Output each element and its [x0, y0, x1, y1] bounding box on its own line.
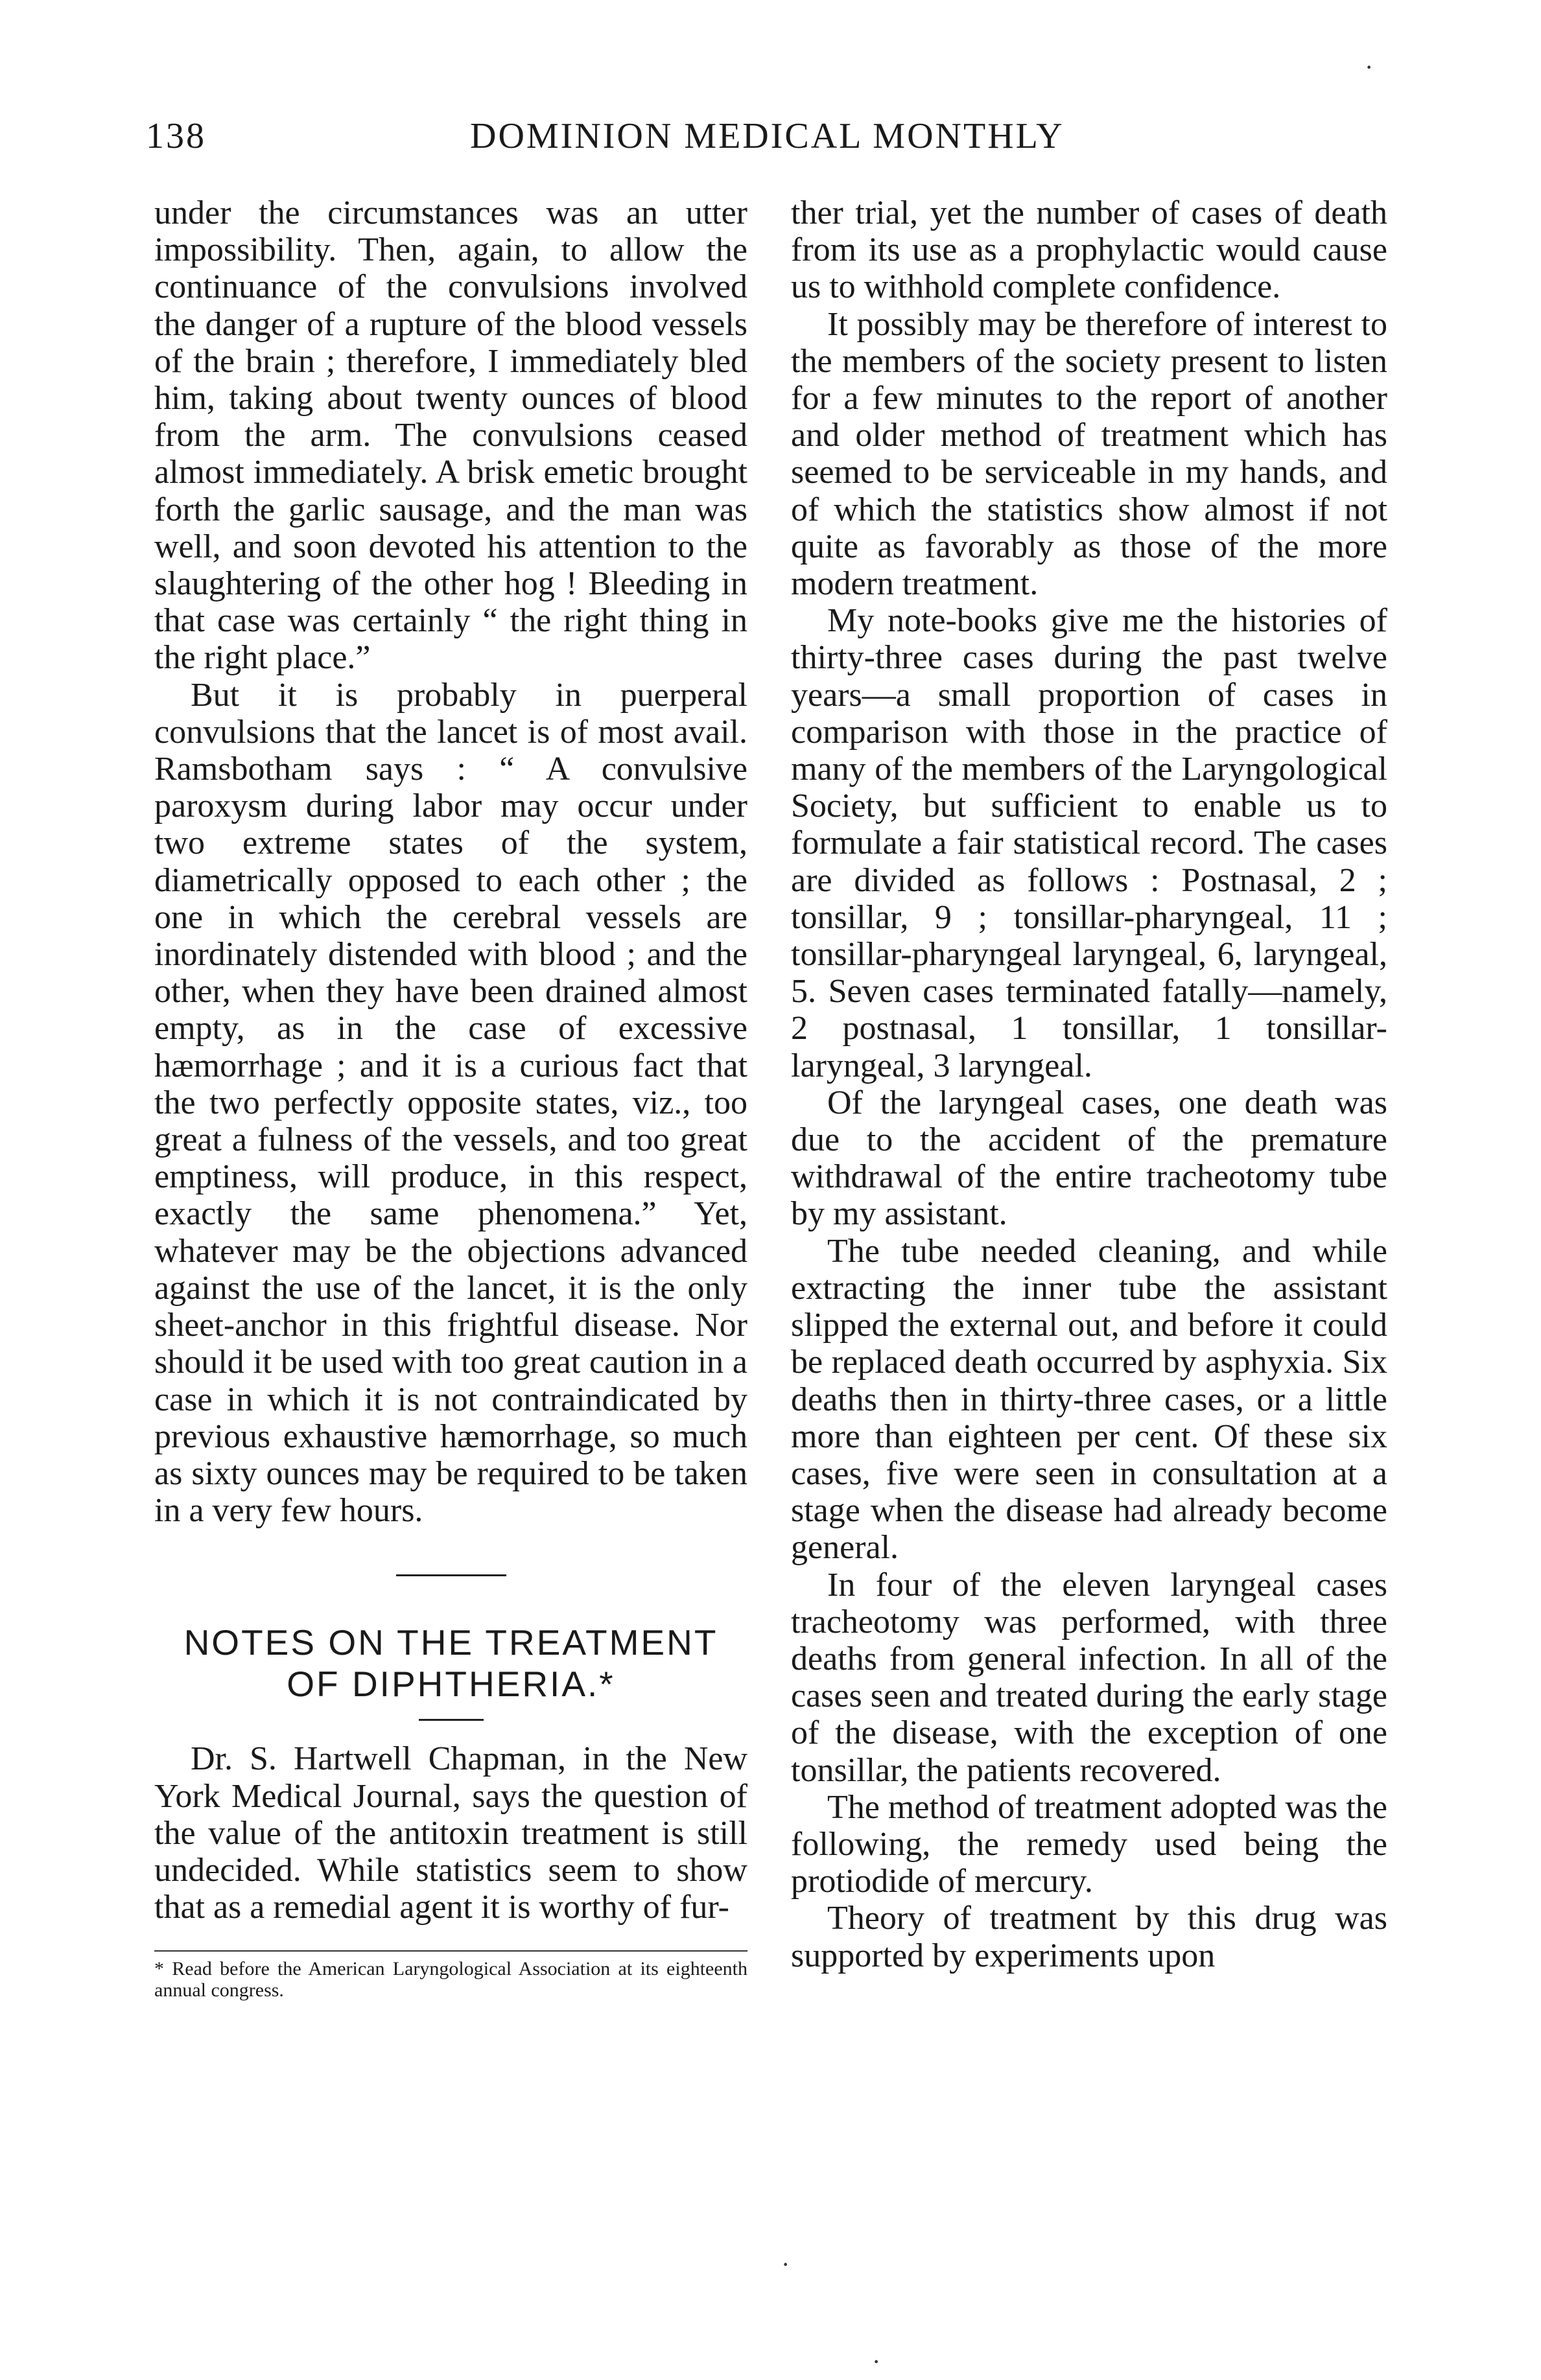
footnote: * Read before the American Laryngological Association at its eighteenth annual congress. [154, 1958, 747, 2001]
print-speck: · [781, 2250, 790, 2279]
title-divider [419, 1719, 484, 1721]
section-divider [396, 1574, 506, 1576]
paragraph: The method of treatment adopted was the following, the remedy used being the protiodide of mercury. [791, 1788, 1387, 1900]
footnote-divider [154, 1950, 747, 1952]
print-speck: · [872, 2347, 881, 2376]
right-column [791, 194, 1387, 1974]
journal-title: DOMINION MEDICAL MONTHLY [470, 116, 1065, 156]
paragraph: It possibly may be therefore of interest to the members of the society present to listen for a few minutes to the report of another and older method of treatment which has seemed to be serviceable in my hands, and of which the statistics show almost if not quite as favorably as those of the more modern treatment. [791, 305, 1387, 603]
article-title: NOTES ON THE TREATMENT OF DIPHTHERIA.* [183, 1622, 718, 1705]
paragraph: Of the laryngeal cases, one death was due to the accident of the premature withdrawal of the entire tracheotomy tube by my assistant. [791, 1084, 1387, 1233]
paragraph: My note-books give me the histories of thirty-three cases during the past twelve years—a small proportion of cases in comparison with those in the practice of many of the members of the Laryngological Society, but sufficient to enable us to formulate a fair statistical record. The cases are divided as follows : Postnasal, 2 ; tonsillar, 9 ; tonsillar-pharyngeal, 11 ; tonsillar-pharyngeal laryngeal, 6, laryngeal, 5. Seven cases terminated fatally—namely, 2 postnasal, 1 tonsillar, 1 tonsillar-laryngeal, 3 laryngeal. [791, 602, 1387, 1084]
paragraph: The tube needed cleaning, and while extracting the inner tube the assistant slipped the external out, and before it could be replaced death occurred by asphyxia. Six deaths then in thirty-three cases, or a little more than eighteen per cent. Of these six cases, five were seen in consultation at a stage when the disease had already become general. [791, 1232, 1387, 1567]
paragraph: Theory of treatment by this drug was supported by experiments upon [791, 1900, 1387, 1974]
paragraph: under the circumstances was an utter impossibility. Then, again, to allow the continuance of the convulsions involved the danger of a rupture of the blood vessels of the brain ; therefore, I immediately bled him, taking about twenty ounces of blood from the arm. The convulsions ceased almost immediately. A brisk emetic brought forth the garlic sausage, and the man was well, and soon devoted his attention to the slaughtering of the other hog ! Bleeding in that case was certainly “ the right thing in the right place.” [154, 194, 747, 677]
paragraph: In four of the eleven laryngeal cases tracheotomy was performed, with three deaths from general infection. In all of the cases seen and treated during the early stage of the disease, with the exception of one tonsillar, the patients recovered. [791, 1566, 1387, 1789]
paragraph: ther trial, yet the number of cases of death from its use as a prophylactic would cause us to withhold complete confidence. [791, 194, 1387, 306]
paragraph: Dr. S. Hartwell Chapman, in the New York Medical Journal, says the question of the value of the antitoxin treatment is still undecided. While statistics seem to show that as a remedial agent it is worthy of fur- [154, 1740, 747, 1926]
running-head [146, 115, 1092, 161]
page-number: 138 [146, 116, 206, 156]
print-speck: · [1365, 52, 1374, 82]
left-column [154, 194, 747, 2001]
paragraph: But it is probably in puerperal convulsions that the lancet is of most avail. Ramsbotham says : “ A convulsive paroxysm during labor may occur under two extreme states of the system, diametrically opposed to each other ; the one in which the cerebral vessels are inordinately distended with blood ; and the other, when they have been drained almost empty, as in the case of excessive hæmorrhage ; and it is a curious fact that the two perfectly opposite states, viz., too great a fulness of the vessels, and too great emptiness, will produce, in this respect, exactly the same phenomena.” Yet, whatever may be the objections advanced against the use of the lancet, it is the only sheet-anchor in this frightful disease. Nor should it be used with too great caution in a case in which it is not contraindicated by previous exhaustive hæmorrhage, so much as sixty ounces may be required to be taken in a very few hours. [154, 676, 747, 1530]
